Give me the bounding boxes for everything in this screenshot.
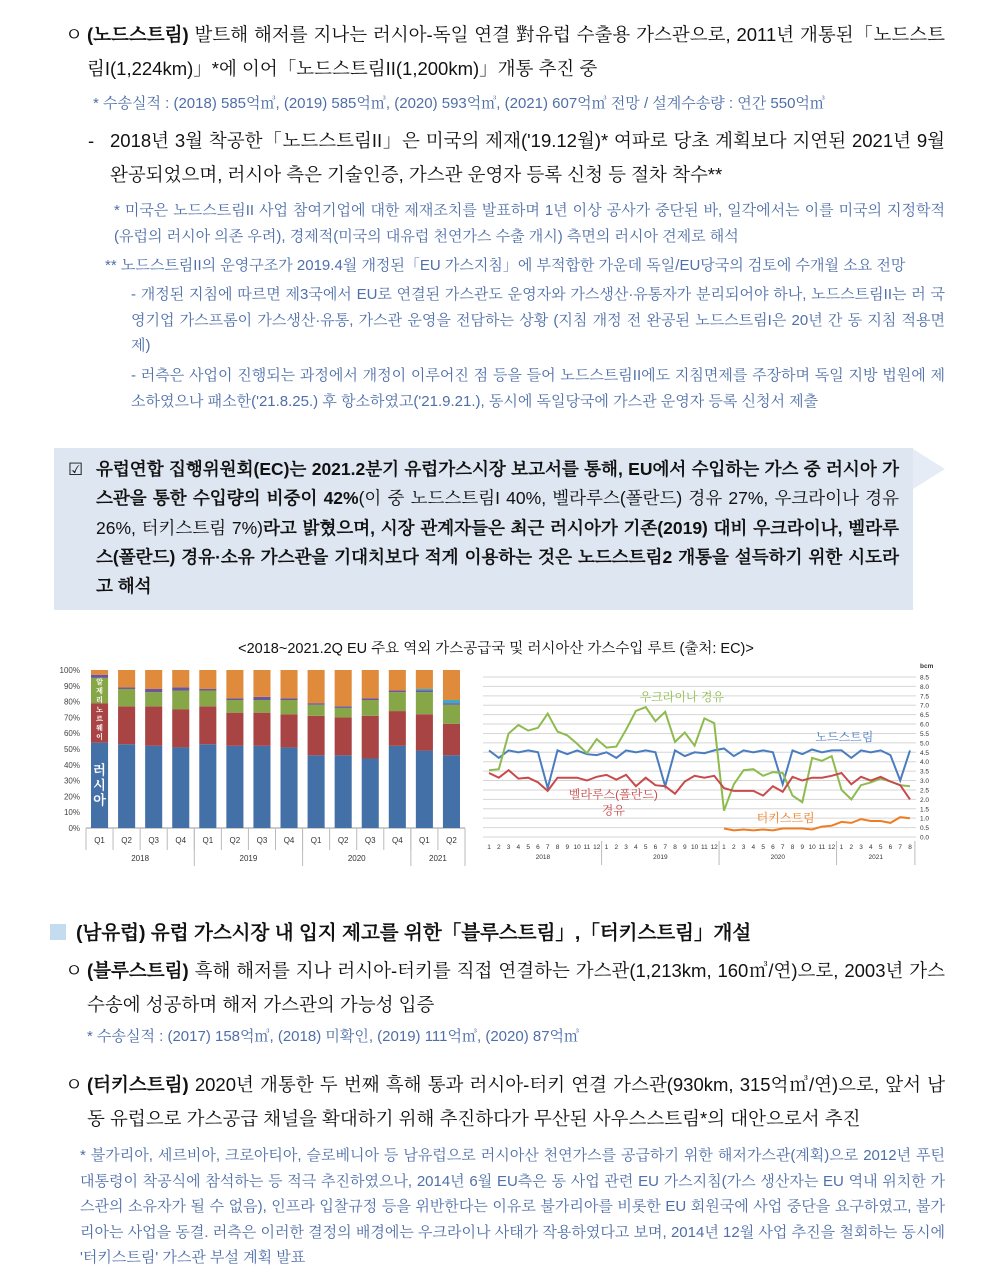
- x-tick-label: 11: [701, 844, 708, 851]
- bar-segment-3: [281, 698, 298, 700]
- bar-segment-5: [91, 670, 108, 675]
- bar-segment-0: [308, 755, 325, 828]
- bar-segment-0: [362, 758, 379, 828]
- nordstream2-paragraph: [88, 124, 945, 192]
- series-label-1: 이: [96, 733, 103, 741]
- series-label-2: 리: [96, 696, 103, 704]
- x-tick-label: 1: [722, 844, 726, 851]
- x-tick-label: 8: [673, 844, 677, 851]
- x-tick-label: 8: [790, 844, 795, 851]
- highlight-part1: 유럽연합 집행위원회(EC)는 2021.2분기 유럽가스시장 보고서를 통해, EU에서 수입하는 가스 중 러시아 가스관을 통한 수입량의 비중이 42%: [96, 459, 899, 509]
- section-title: (남유럽) 유럽 가스시장 내 입지 제고를 위한「블루스트림」,「터키스트림」개설: [76, 922, 752, 944]
- bar-segment-0: [172, 747, 189, 828]
- x-tick-label: 12: [828, 844, 836, 851]
- bar-segment-2: [172, 691, 189, 710]
- dash-bullet: -: [88, 130, 95, 151]
- y-tick-label: 80%: [63, 697, 80, 707]
- turkstream-body: 2020년 개통한 두 번째 흑해 통과 러시아-터키 연결 가스관(930km, 315억㎥/연)으로, 앞서 남동 유럽으로 가스공급 채널을 확대하기 위해 추진하다가 무산된 사우스스트림*의 대안으로서 추진: [87, 1074, 945, 1129]
- bar-segment-5: [199, 670, 216, 689]
- x-tick-label: 5: [761, 844, 765, 851]
- bar-segment-1: [253, 713, 270, 746]
- bar-segment-5: [389, 670, 406, 691]
- y-tick-label: 7.0: [920, 702, 930, 710]
- nordstream-body: 발트해 해저를 지나는 러시아-독일 연결 對유럽 수출용 가스관으로, 2011년 개통된「노드스트림I(1,224km)」*에 이어「노드스트림II(1,200km)」개통 추진 중: [87, 24, 945, 79]
- bar-segment-1: [199, 706, 216, 744]
- year-label: 2020: [347, 854, 366, 863]
- year-label: 2018: [535, 854, 551, 861]
- y-tick-label: 2.0: [920, 796, 930, 804]
- bar-segment-3: [226, 698, 243, 700]
- bar-segment-1: [335, 717, 352, 755]
- bar-segment-1: [443, 724, 460, 756]
- y-tick-label: 4.5: [920, 749, 930, 757]
- footnote-2a: - 개정된 지침에 따르면 제3국에서 EU로 연결된 가스관도 운영자와 가스생산·유통자가 분리되어야 하나, 노드스트림II는 러 국영기업 가스프롬이 가스생산·유통, 가스관 운영을 전담하는 상황 (지침 개정 전 완공된 노드스트림I은 20년 간 동 지침 적용면제): [131, 286, 945, 354]
- bar-segment-2: [118, 689, 135, 706]
- bar-segment-2: [226, 700, 243, 713]
- bar-segment-5: [226, 670, 243, 698]
- y-tick-label: 60%: [63, 729, 80, 739]
- bluestream-heading: (블루스트림): [87, 960, 189, 981]
- x-tick-label: Q2: [229, 836, 241, 845]
- bar-segment-2: [335, 708, 352, 717]
- unit-label: bcm: [920, 663, 934, 670]
- box-arrow-decoration: [913, 449, 945, 489]
- y-tick-label: 6.0: [920, 721, 930, 729]
- y-tick-label: 7.5: [920, 693, 930, 701]
- y-tick-label: 20%: [63, 792, 80, 802]
- russian-route-line-chart: [480, 660, 945, 870]
- y-tick-label: 30%: [63, 776, 80, 786]
- series-label-2: 벨라루스(폴란드): [568, 787, 658, 802]
- bar-segment-4: [443, 700, 460, 703]
- x-tick-label: 5: [878, 844, 883, 851]
- bar-segment-0: [253, 746, 270, 828]
- series-label-0: 아: [93, 792, 106, 808]
- highlight-part3: 라고 밝혔으며, 시장 관계자들은 최근 러시아가 기존(2019) 대비 우크라이나, 벨라루스(폴란드) 경유·소유 가스관을 기대치보다 적게 이용하는 것은 노드스트림2 개통을 설득하기 위한 시도라고 해석: [96, 517, 899, 597]
- x-tick-label: 8: [908, 844, 912, 851]
- bar-segment-1: [416, 714, 433, 750]
- series-label-2: 알: [96, 678, 103, 686]
- highlight-part2: (이 중 노드스트림I 40%, 벨라루스(폴란드) 경유 27%, 우크라이나 경유 26%, 터키스트림 7%): [96, 488, 899, 538]
- bar-segment-3: [253, 697, 270, 700]
- x-tick-label: 8: [555, 844, 560, 851]
- y-tick-label: 10%: [63, 808, 80, 818]
- series-label-1: 웨: [96, 724, 103, 732]
- year-label: 2019: [239, 854, 258, 863]
- x-tick-label: Q4: [391, 836, 403, 845]
- series-label-0: 노드스트림: [815, 730, 874, 745]
- x-tick-label: 2: [731, 844, 736, 851]
- x-tick-label: Q1: [419, 836, 430, 845]
- bluestream-body: 흑해 해저를 지나 러시아-터키를 직접 연결하는 가스관(1,213km, 160㎥/연)으로, 2003년 가스수송에 성공하며 해저 가스관의 가능성 입증: [87, 960, 945, 1015]
- bar-segment-3: [199, 689, 216, 691]
- section-heading: [50, 917, 751, 945]
- x-tick-label: 11: [583, 844, 591, 851]
- bar-segment-5: [281, 670, 298, 698]
- series-label-2: 제: [96, 687, 103, 695]
- x-tick-label: 2: [849, 844, 854, 851]
- bar-segment-1: [118, 706, 135, 744]
- series-line-0: [489, 749, 910, 789]
- y-tick-label: 2.5: [920, 787, 930, 795]
- bar-segment-3: [362, 698, 379, 700]
- bar-segment-1: [308, 716, 325, 756]
- bar-segment-5: [416, 670, 433, 689]
- bar-segment-3: [172, 687, 189, 690]
- y-tick-label: 5.5: [920, 730, 930, 738]
- x-tick-label: 1: [487, 844, 491, 851]
- x-tick-label: 3: [624, 844, 628, 851]
- x-tick-label: 7: [898, 844, 903, 851]
- x-tick-label: 2: [614, 844, 619, 851]
- x-tick-label: Q3: [364, 836, 376, 845]
- bar-segment-1: [172, 710, 189, 748]
- x-tick-label: Q4: [283, 836, 295, 845]
- bar-segment-0: [199, 744, 216, 828]
- y-tick-label: 4.0: [920, 759, 930, 767]
- bar-segment-2: [145, 692, 162, 706]
- x-tick-label: Q1: [202, 836, 214, 845]
- x-tick-label: Q2: [446, 836, 457, 845]
- circle-bullet: ㅇ: [65, 1074, 83, 1095]
- footnote-1: * 미국은 노드스트림II 사업 참여기업에 대한 제재조치를 발표하며 1년 이상 공사가 중단된 바, 일각에서는 이를 미국의 지정학적(유럽의 러시아 의존 우려), 경제적(미국의 대유럽 천연가스 수출 개시) 측면의 러시아 견제로 해석: [114, 202, 945, 245]
- bar-segment-0: [443, 755, 460, 828]
- nordstream-paragraph: [65, 18, 945, 86]
- bar-segment-5: [308, 670, 325, 703]
- y-tick-label: 1.0: [920, 815, 930, 823]
- x-tick-label: Q2: [337, 836, 349, 845]
- x-tick-label: 5: [526, 844, 530, 851]
- x-tick-label: 11: [818, 844, 826, 851]
- bar-segment-5: [362, 670, 379, 698]
- bar-segment-0: [118, 744, 135, 828]
- bar-segment-1: [389, 711, 406, 746]
- series-label-1: 르: [96, 715, 103, 723]
- x-tick-label: 6: [653, 844, 658, 851]
- year-label: 2019: [653, 854, 668, 861]
- x-tick-label: 4: [516, 844, 521, 851]
- bar-segment-3: [335, 706, 352, 708]
- footnote-2: ** 노드스트림II의 운영구조가 2019.4월 개정된「EU 가스지침」에 부적합한 가운데 독일/EU당국의 검토에 수개월 소요 전망: [105, 257, 906, 274]
- x-tick-label: 3: [741, 844, 746, 851]
- x-tick-label: 6: [536, 844, 540, 851]
- circle-bullet: ㅇ: [65, 960, 83, 981]
- series-label-0: 시: [93, 777, 106, 793]
- bar-segment-1: [145, 706, 162, 745]
- footnote-2b: - 러측은 사업이 진행되는 과정에서 개정이 이루어진 점 등을 들어 노드스트림II에도 지침면제를 주장하며 독일 지방 법원에 제소하였으나 패소한('21.8.25.) 후 항소하였고('21.9.21.), 동시에 독일당국에 가스관 운영자 등록 신청서 제출: [131, 367, 945, 410]
- turkstream-heading: (터키스트림): [87, 1074, 189, 1095]
- turkstream-note: * 불가리아, 세르비아, 크로아티아, 슬로베니아 등 남유럽으로 러시아산 천연가스를 공급하기 위한 해저가스관(계획)으로 2012년 푸틴 대통령이 착공식에 참석하는 등 적극 추진하였으나, 2014년 6월 EU측은 동 사업 관련 EU 가스지침(가스 생산자는 EU 역내 위치한 가스관의 소유자가 될 수 없음), 인프라 입찰규정 등을 위반한다는 이유로 불가리아를 비롯한 EU 회원국에 사업 중단을 요구하였고, 불가리아는 사업을 동결. 러측은 이러한 결정의 배경에는 우크라이나 사태가 작용하였다고 보며, 2014년 12월 사업 추진을 철회하는 동시에 '터키스트림' 가스관 부설 계획 발표: [80, 1147, 945, 1266]
- bar-segment-3: [416, 691, 433, 693]
- y-tick-label: 90%: [63, 681, 80, 691]
- bar-segment-1: [362, 716, 379, 759]
- x-tick-label: 5: [643, 844, 648, 851]
- circle-bullet: ㅇ: [65, 24, 83, 45]
- nordstream-note: * 수송실적 : (2018) 585억㎥, (2019) 585억㎥, (2020) 593억㎥, (2021) 607억㎥ 전망 / 설계수송량 : 연간 550억㎥: [93, 95, 825, 112]
- series-label-3: 터키스트림: [756, 811, 815, 826]
- x-tick-label: 4: [751, 844, 756, 851]
- bar-segment-3: [91, 675, 108, 678]
- bar-segment-0: [145, 746, 162, 828]
- series-label-0: 러: [93, 762, 106, 778]
- highlight-text: [96, 455, 899, 601]
- y-tick-label: 100%: [59, 666, 80, 675]
- x-tick-label: Q1: [310, 836, 322, 845]
- bar-segment-1: [281, 714, 298, 747]
- x-tick-label: 9: [683, 844, 687, 851]
- y-tick-label: 8.5: [920, 674, 930, 682]
- chart-caption: <2018~2021.2Q EU 주요 역외 가스공급국 및 러시아산 가스수입 루트 (출처: EC)>: [238, 641, 754, 657]
- bar-segment-0: [389, 746, 406, 828]
- y-tick-label: 3.5: [920, 768, 930, 776]
- bar-segment-0: [281, 747, 298, 828]
- x-tick-label: 7: [780, 844, 785, 851]
- year-label: 2020: [770, 854, 786, 861]
- series-label-1: 우크라이나 경유: [639, 689, 725, 704]
- x-tick-label: 3: [859, 844, 863, 851]
- x-tick-label: 4: [634, 844, 638, 851]
- y-tick-label: 50%: [63, 745, 80, 754]
- x-tick-label: 7: [545, 844, 550, 851]
- y-tick-label: 0.5: [920, 825, 930, 833]
- bar-segment-0: [335, 755, 352, 828]
- x-tick-label: Q3: [148, 836, 160, 845]
- bar-segment-3: [308, 703, 325, 705]
- bluestream-note: * 수송실적 : (2017) 158억㎥, (2018) 미확인, (2019) 111억㎥, (2020) 87억㎥: [87, 1028, 580, 1045]
- bar-segment-5: [118, 670, 135, 687]
- y-tick-label: 8.0: [920, 683, 930, 691]
- nordstream2-body: 2018년 3월 착공한「노드스트림II」은 미국의 제재('19.12월)* 여파로 당초 계획보다 지연된 2021년 9월 완공되었으며, 러시아 측은 기술인증, 가스관 운영자 등록 신청 등 절차 착수**: [110, 130, 945, 185]
- bar-segment-2: [362, 700, 379, 716]
- supplier-share-bar-chart: [50, 660, 475, 870]
- year-label: 2018: [131, 854, 150, 863]
- y-tick-label: 0%: [68, 824, 80, 833]
- bluestream-paragraph: [65, 954, 945, 1022]
- x-tick-label: 6: [888, 844, 893, 851]
- bar-segment-5: [335, 670, 352, 706]
- x-tick-label: 9: [565, 844, 570, 851]
- bar-segment-5: [172, 670, 189, 687]
- bar-segment-0: [226, 746, 243, 828]
- y-tick-label: 5.0: [920, 740, 930, 748]
- x-tick-label: 12: [593, 844, 601, 851]
- bar-segment-2: [308, 705, 325, 716]
- x-tick-label: Q3: [256, 836, 268, 845]
- y-tick-label: 0.0: [920, 834, 930, 842]
- x-tick-label: Q1: [94, 836, 105, 845]
- x-tick-label: 10: [573, 844, 581, 851]
- x-tick-label: Q4: [175, 836, 187, 845]
- y-tick-label: 1.5: [920, 806, 930, 814]
- square-bullet-icon: [50, 924, 66, 940]
- x-tick-label: 3: [506, 844, 511, 851]
- bar-segment-2: [443, 705, 460, 724]
- nordstream-heading: (노드스트림): [87, 24, 189, 45]
- bar-segment-3: [145, 689, 162, 692]
- x-tick-label: 1: [604, 844, 609, 851]
- y-tick-label: 70%: [63, 713, 80, 723]
- turkstream-paragraph: [65, 1068, 945, 1136]
- bar-segment-3: [443, 703, 460, 705]
- year-label: 2021: [868, 854, 883, 861]
- series-label-2: 경유: [601, 803, 625, 818]
- x-tick-label: 7: [663, 844, 668, 851]
- series-line-3: [724, 817, 910, 830]
- series-label-1: 노: [96, 706, 103, 714]
- bar-segment-4: [416, 689, 433, 691]
- bar-segment-2: [281, 700, 298, 714]
- bar-segment-2: [416, 692, 433, 714]
- x-tick-label: 12: [710, 844, 718, 851]
- y-tick-label: 40%: [63, 760, 80, 770]
- bar-segment-0: [416, 751, 433, 828]
- bar-segment-5: [443, 670, 460, 700]
- bar-segment-3: [389, 691, 406, 693]
- y-tick-label: 3.0: [920, 778, 930, 786]
- x-tick-label: 6: [771, 844, 775, 851]
- series-line-1: [489, 707, 910, 811]
- bar-segment-2: [199, 691, 216, 707]
- x-tick-label: 10: [808, 844, 816, 851]
- bar-segment-3: [118, 687, 135, 689]
- y-tick-label: 6.5: [920, 712, 930, 720]
- bar-segment-2: [389, 692, 406, 711]
- bar-segment-1: [226, 713, 243, 746]
- x-tick-label: 9: [800, 844, 805, 851]
- x-tick-label: 4: [869, 844, 873, 851]
- bar-segment-5: [145, 670, 162, 689]
- bar-segment-2: [253, 700, 270, 713]
- year-label: 2021: [429, 854, 447, 863]
- checkbox-icon: ☑: [68, 460, 84, 479]
- x-tick-label: 2: [496, 844, 501, 851]
- x-tick-label: Q2: [121, 836, 132, 845]
- x-tick-label: 1: [839, 844, 844, 851]
- x-tick-label: 10: [690, 844, 699, 851]
- bar-segment-5: [253, 670, 270, 697]
